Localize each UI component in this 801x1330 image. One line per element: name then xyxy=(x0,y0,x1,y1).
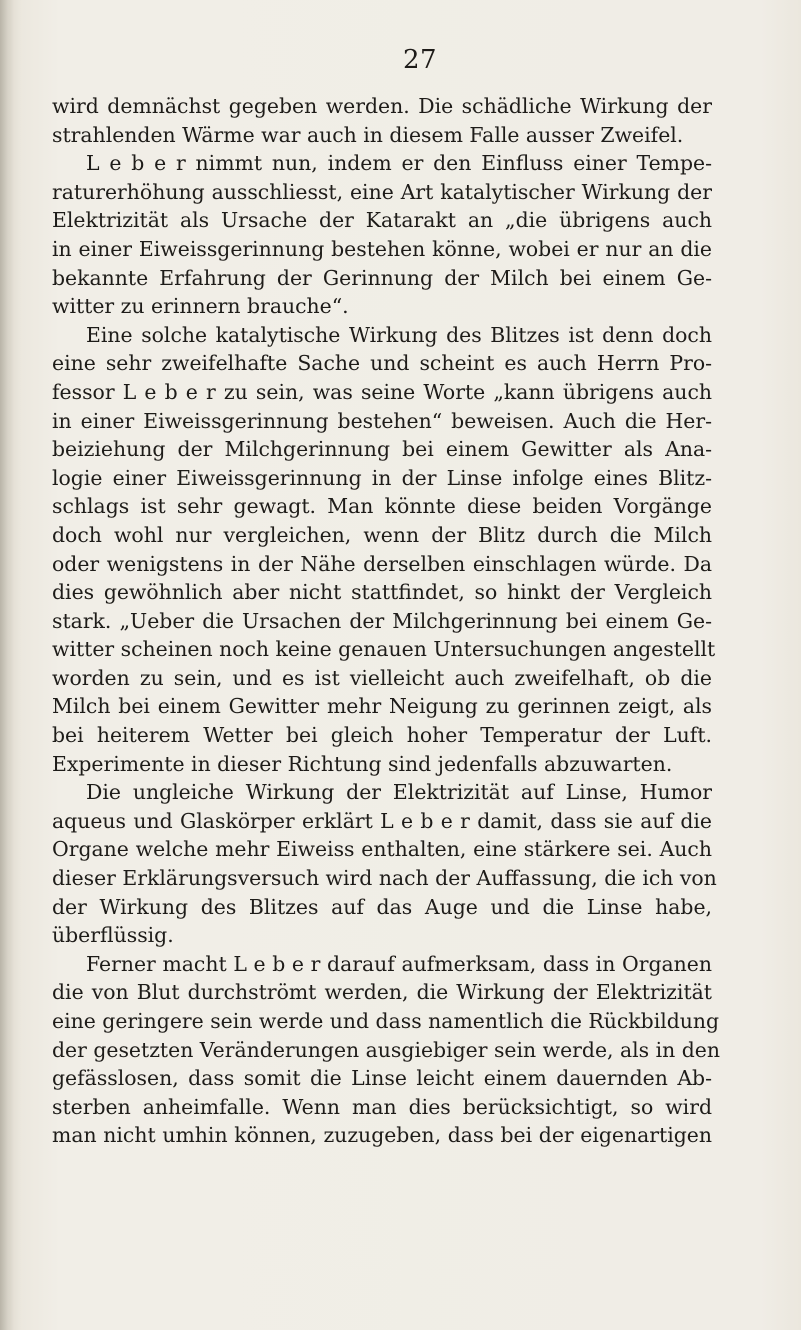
text-line: Experimente in dieser Richtung sind jedenfalls abzuwarten. xyxy=(52,751,673,776)
text-line: fessor L e b e r zu sein, was seine Worte „kann übrigens auch xyxy=(52,379,712,404)
text-line: witter scheinen noch keine genauen Untersuchungen angestellt xyxy=(52,637,716,662)
text-line: in einer Eiweissgerinnung bestehen könne, wobei er nur an die xyxy=(52,236,712,261)
page-gutter-shadow xyxy=(0,0,14,1330)
text-line: aqueus und Glaskörper erklärt L e b e r damit, dass sie auf die xyxy=(52,808,712,833)
text-line: gefässlosen, dass somit die Linse leicht einem dauernden Ab- xyxy=(52,1066,712,1091)
text-line: schlags ist sehr gewagt. Man könnte diese beiden Vorgänge xyxy=(52,494,712,519)
text-line: Die ungleiche Wirkung der Elektrizität auf Linse, Humor xyxy=(86,780,712,805)
text-line: Eine solche katalytische Wirkung des Blitzes ist denn doch xyxy=(86,322,712,347)
text-line: logie einer Eiweissgerinnung in der Linse infolge eines Blitz- xyxy=(52,465,712,490)
text-line: bei heiterem Wetter bei gleich hoher Temperatur der Luft. xyxy=(52,723,712,748)
text-line: in einer Eiweissgerinnung bestehen“ beweisen. Auch die Her- xyxy=(52,408,712,433)
text-line: witter zu erinnern brauche“. xyxy=(52,294,349,319)
text-line: raturerhöhung ausschliesst, eine Art katalytischer Wirkung der xyxy=(52,179,712,204)
text-line: bekannte Erfahrung der Gerinnung der Milch bei einem Ge- xyxy=(52,265,712,290)
text-line: dies gewöhnlich aber nicht stattfindet, so hinkt der Vergleich xyxy=(52,580,712,605)
text-line: worden zu sein, und es ist vielleicht auch zweifelhaft, ob die xyxy=(52,665,712,690)
text-line: eine geringere sein werde und dass namentlich die Rückbildung xyxy=(52,1009,720,1033)
text-line: strahlenden Wärme war auch in diesem Falle ausser Zweifel. xyxy=(52,122,684,147)
body-text xyxy=(52,92,720,1150)
text-line: Elektrizität als Ursache der Katarakt an „die übrigens auch xyxy=(52,208,712,233)
text-line: überflüssig. xyxy=(52,923,174,948)
text-line: Milch bei einem Gewitter mehr Neigung zu gerinnen zeigt, als xyxy=(52,694,712,719)
text-line: dieser Erklärungsversuch wird nach der Auffassung, die ich von xyxy=(52,866,717,891)
text-line: Organe welche mehr Eiweiss enthalten, eine stärkere sei. Auch xyxy=(52,837,712,862)
text-line: wird demnächst gegeben werden. Die schädliche Wirkung der xyxy=(52,94,712,118)
text-line: beiziehung der Milchgerinnung bei einem Gewitter als Ana- xyxy=(52,437,712,462)
text-line: stark. „Ueber die Ursachen der Milchgerinnung bei einem Ge- xyxy=(52,608,712,633)
page-number: 27 xyxy=(402,45,438,75)
text-line: die von Blut durchströmt werden, die Wirkung der Elektrizität xyxy=(52,980,712,1005)
text-line: oder wenigstens in der Nähe derselben einschlagen würde. Da xyxy=(52,551,712,576)
text-line: Ferner macht L e b e r darauf aufmerksam, dass in Organen xyxy=(86,951,712,976)
text-line: eine sehr zweifelhafte Sache und scheint es auch Herrn Pro- xyxy=(52,351,712,376)
text-line: der Wirkung des Blitzes auf das Auge und die Linse habe, xyxy=(52,894,712,919)
text-line: L e b e r nimmt nun, indem er den Einfluss einer Tempe- xyxy=(86,151,712,176)
text-line: sterben anheimfalle. Wenn man dies berücksichtigt, so wird xyxy=(52,1094,712,1119)
text-line: doch wohl nur vergleichen, wenn der Blitz durch die Milch xyxy=(52,522,712,547)
text-line: man nicht umhin können, zuzugeben, dass bei der eigenartigen xyxy=(52,1123,712,1148)
text-line: der gesetzten Veränderungen ausgiebiger sein werde, als in den xyxy=(52,1037,720,1062)
